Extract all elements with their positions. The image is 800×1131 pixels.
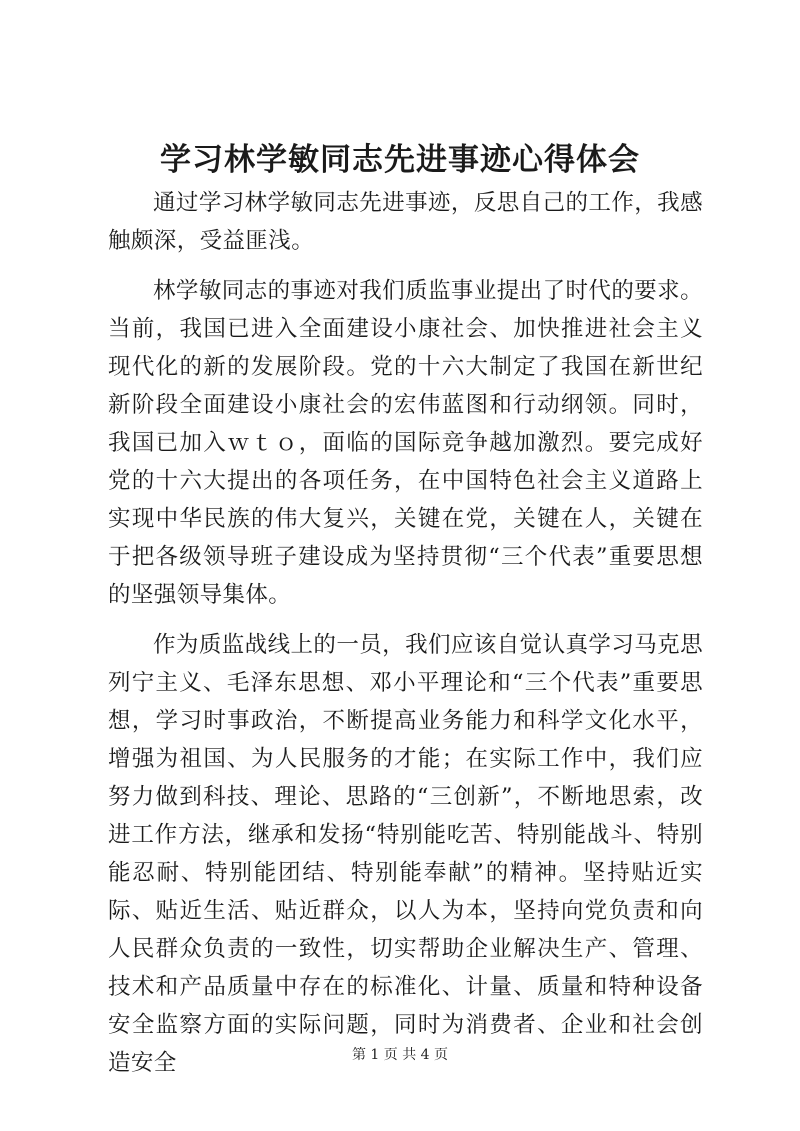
document-body (108, 184, 703, 1082)
document-title: 学习林学敏同志先进事迹心得体会 (160, 142, 640, 178)
page-number-footer: 第 1 页 共 4 页 (351, 1047, 449, 1063)
paragraph-3: 作为质监战线上的一员，我们应该自觉认真学习马克思列宁主义、毛泽东思想、邓小平理论和“三个代表”重要思想，学习时事政治，不断提高业务能力和科学文化水平，增强为祖国、为人民服务的才能；在实际工作中，我们应努力做到科技、理论、思路的“三创新”，不断地思索，改进工作方法，继承和发扬“特别能吃苦、特别能战斗、特别能忍耐、特别能团结、特别能奉献”的精神。坚持贴近实际、贴近生活、贴近群众，以人为本，坚持向党负责和向人民群众负责的一致性，切实帮助企业解决生产、管理、技术和产品质量中存在的标准化、计量、质量和特种设备安全监察方面的实际问题，同时为消费者、企业和社会创造安全 (108, 632, 704, 1076)
paragraph-1: 通过学习林学敏同志先进事迹，反思自己的工作，我感触颇深，受益匪浅。 (108, 190, 703, 254)
paragraph-2: 林学敏同志的事迹对我们质监事业提出了时代的要求。当前，我国已进入全面建设小康社会、加快推进社会主义现代化的新的发展阶段。党的十六大制定了我国在新世纪新阶段全面建设小康社会的宏伟蓝图和行动纲领。同时，我国已加入ｗｔｏ，面临的国际竞争越加激烈。要完成好党的十六大提出的各项任务，在中国特色社会主义道路上实现中华民族的伟大复兴，关键在党，关键在人，关键在于把各级领导班子建设成为坚持贯彻“三个代表”重要思想的坚强领导集体。 (108, 278, 703, 608)
